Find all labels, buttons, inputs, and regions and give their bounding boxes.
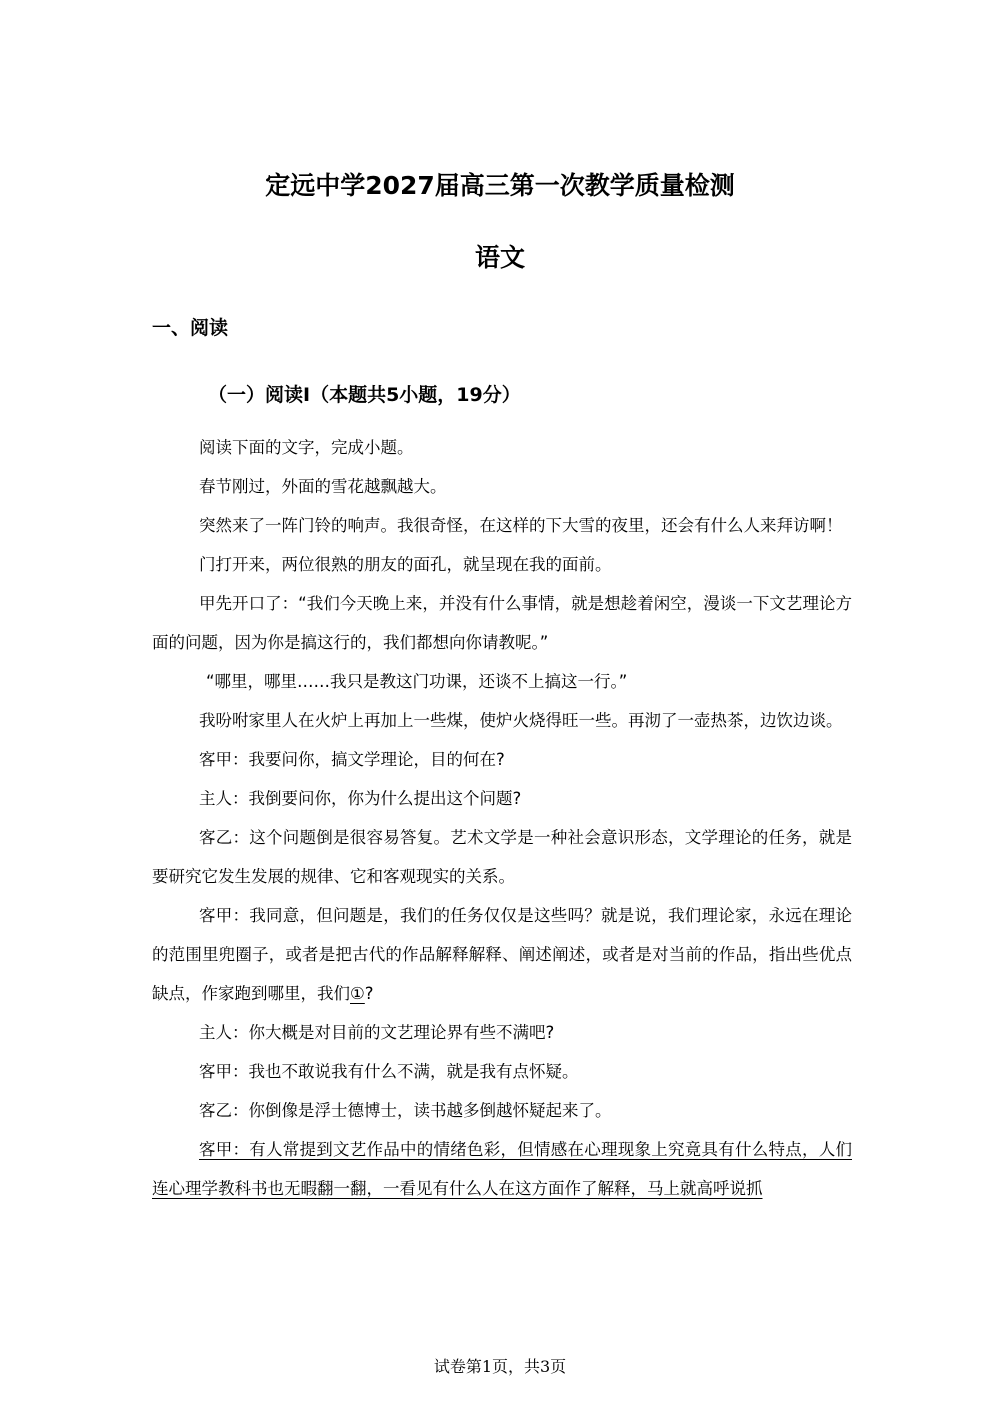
reading-passage: [152, 428, 852, 1208]
passage-paragraph: 主人：你大概是对目前的文艺理论界有些不满吧?: [199, 1023, 555, 1042]
subsection-heading: （一）阅读I（本题共5小题，19分）: [208, 384, 521, 406]
passage-paragraph: 甲先开口了：“我们今天晚上来，并没有什么事情，就是想趁着闲空，漫谈一下文艺理论方面的问题，因为你是搞这行的，我们都想向你请教呢。”: [152, 594, 852, 652]
exam-title: 定远中学2027届高三第一次教学质量检测: [265, 171, 735, 200]
section-heading: 一、阅读: [152, 317, 229, 339]
paragraph-text: 客甲：我同意，但问题是，我们的任务仅仅是这些吗？就是说，我们理论家，永远在理论的范围里兜圈子，或者是把古代的作品解释解释、阐述阐述，或者是对当前的作品，指出些优点缺点，作家跑到哪里，我们: [152, 906, 852, 1003]
passage-paragraph: 突然来了一阵门铃的响声。我很奇怪，在这样的下大雪的夜里，还会有什么人来拜访啊！: [199, 516, 843, 535]
passage-paragraph: 我吩咐家里人在火炉上再加上一些煤，使炉火烧得旺一些。再沏了一壶热茶，边饮边谈。: [199, 711, 843, 730]
passage-paragraph: 阅读下面的文字，完成小题。: [199, 438, 414, 457]
underlined-paragraph: 客甲：有人常提到文艺作品中的情绪色彩，但情感在心理现象上究竟具有什么特点，人们连心理学教科书也无暇翻一翻，一看见有什么人在这方面作了解释，马上就高呼说抓: [152, 1140, 852, 1198]
passage-paragraph: 客乙：你倒像是浮士德博士，读书越多倒越怀疑起来了。: [199, 1101, 612, 1120]
passage-paragraph: 门打开来，两位很熟的朋友的面孔，就呈现在我的面前。: [199, 555, 612, 574]
paragraph-end: ?: [364, 984, 374, 1003]
page-number: 试卷第1页，共3页: [433, 1357, 567, 1376]
passage-paragraph: [152, 896, 852, 1013]
passage-paragraph: 客甲：我要问你，搞文学理论，目的何在?: [199, 750, 505, 769]
passage-paragraph: “哪里，哪里……我只是教这门功课，还谈不上搞这一行。”: [206, 672, 628, 691]
passage-paragraph: 客乙：这个问题倒是很容易答复。艺术文学是一种社会意识形态，文学理论的任务，就是要研究它发生发展的规律、它和客观现实的关系。: [152, 828, 852, 886]
passage-paragraph: 主人：我倒要问你，你为什么提出这个问题?: [199, 789, 522, 808]
passage-paragraph: 春节刚过，外面的雪花越飘越大。: [199, 477, 447, 496]
subject-title: 语文: [474, 243, 525, 272]
passage-paragraph: 客甲：我也不敢说我有什么不满，就是我有点怀疑。: [199, 1062, 579, 1081]
blank-marker: ①: [350, 984, 365, 1003]
